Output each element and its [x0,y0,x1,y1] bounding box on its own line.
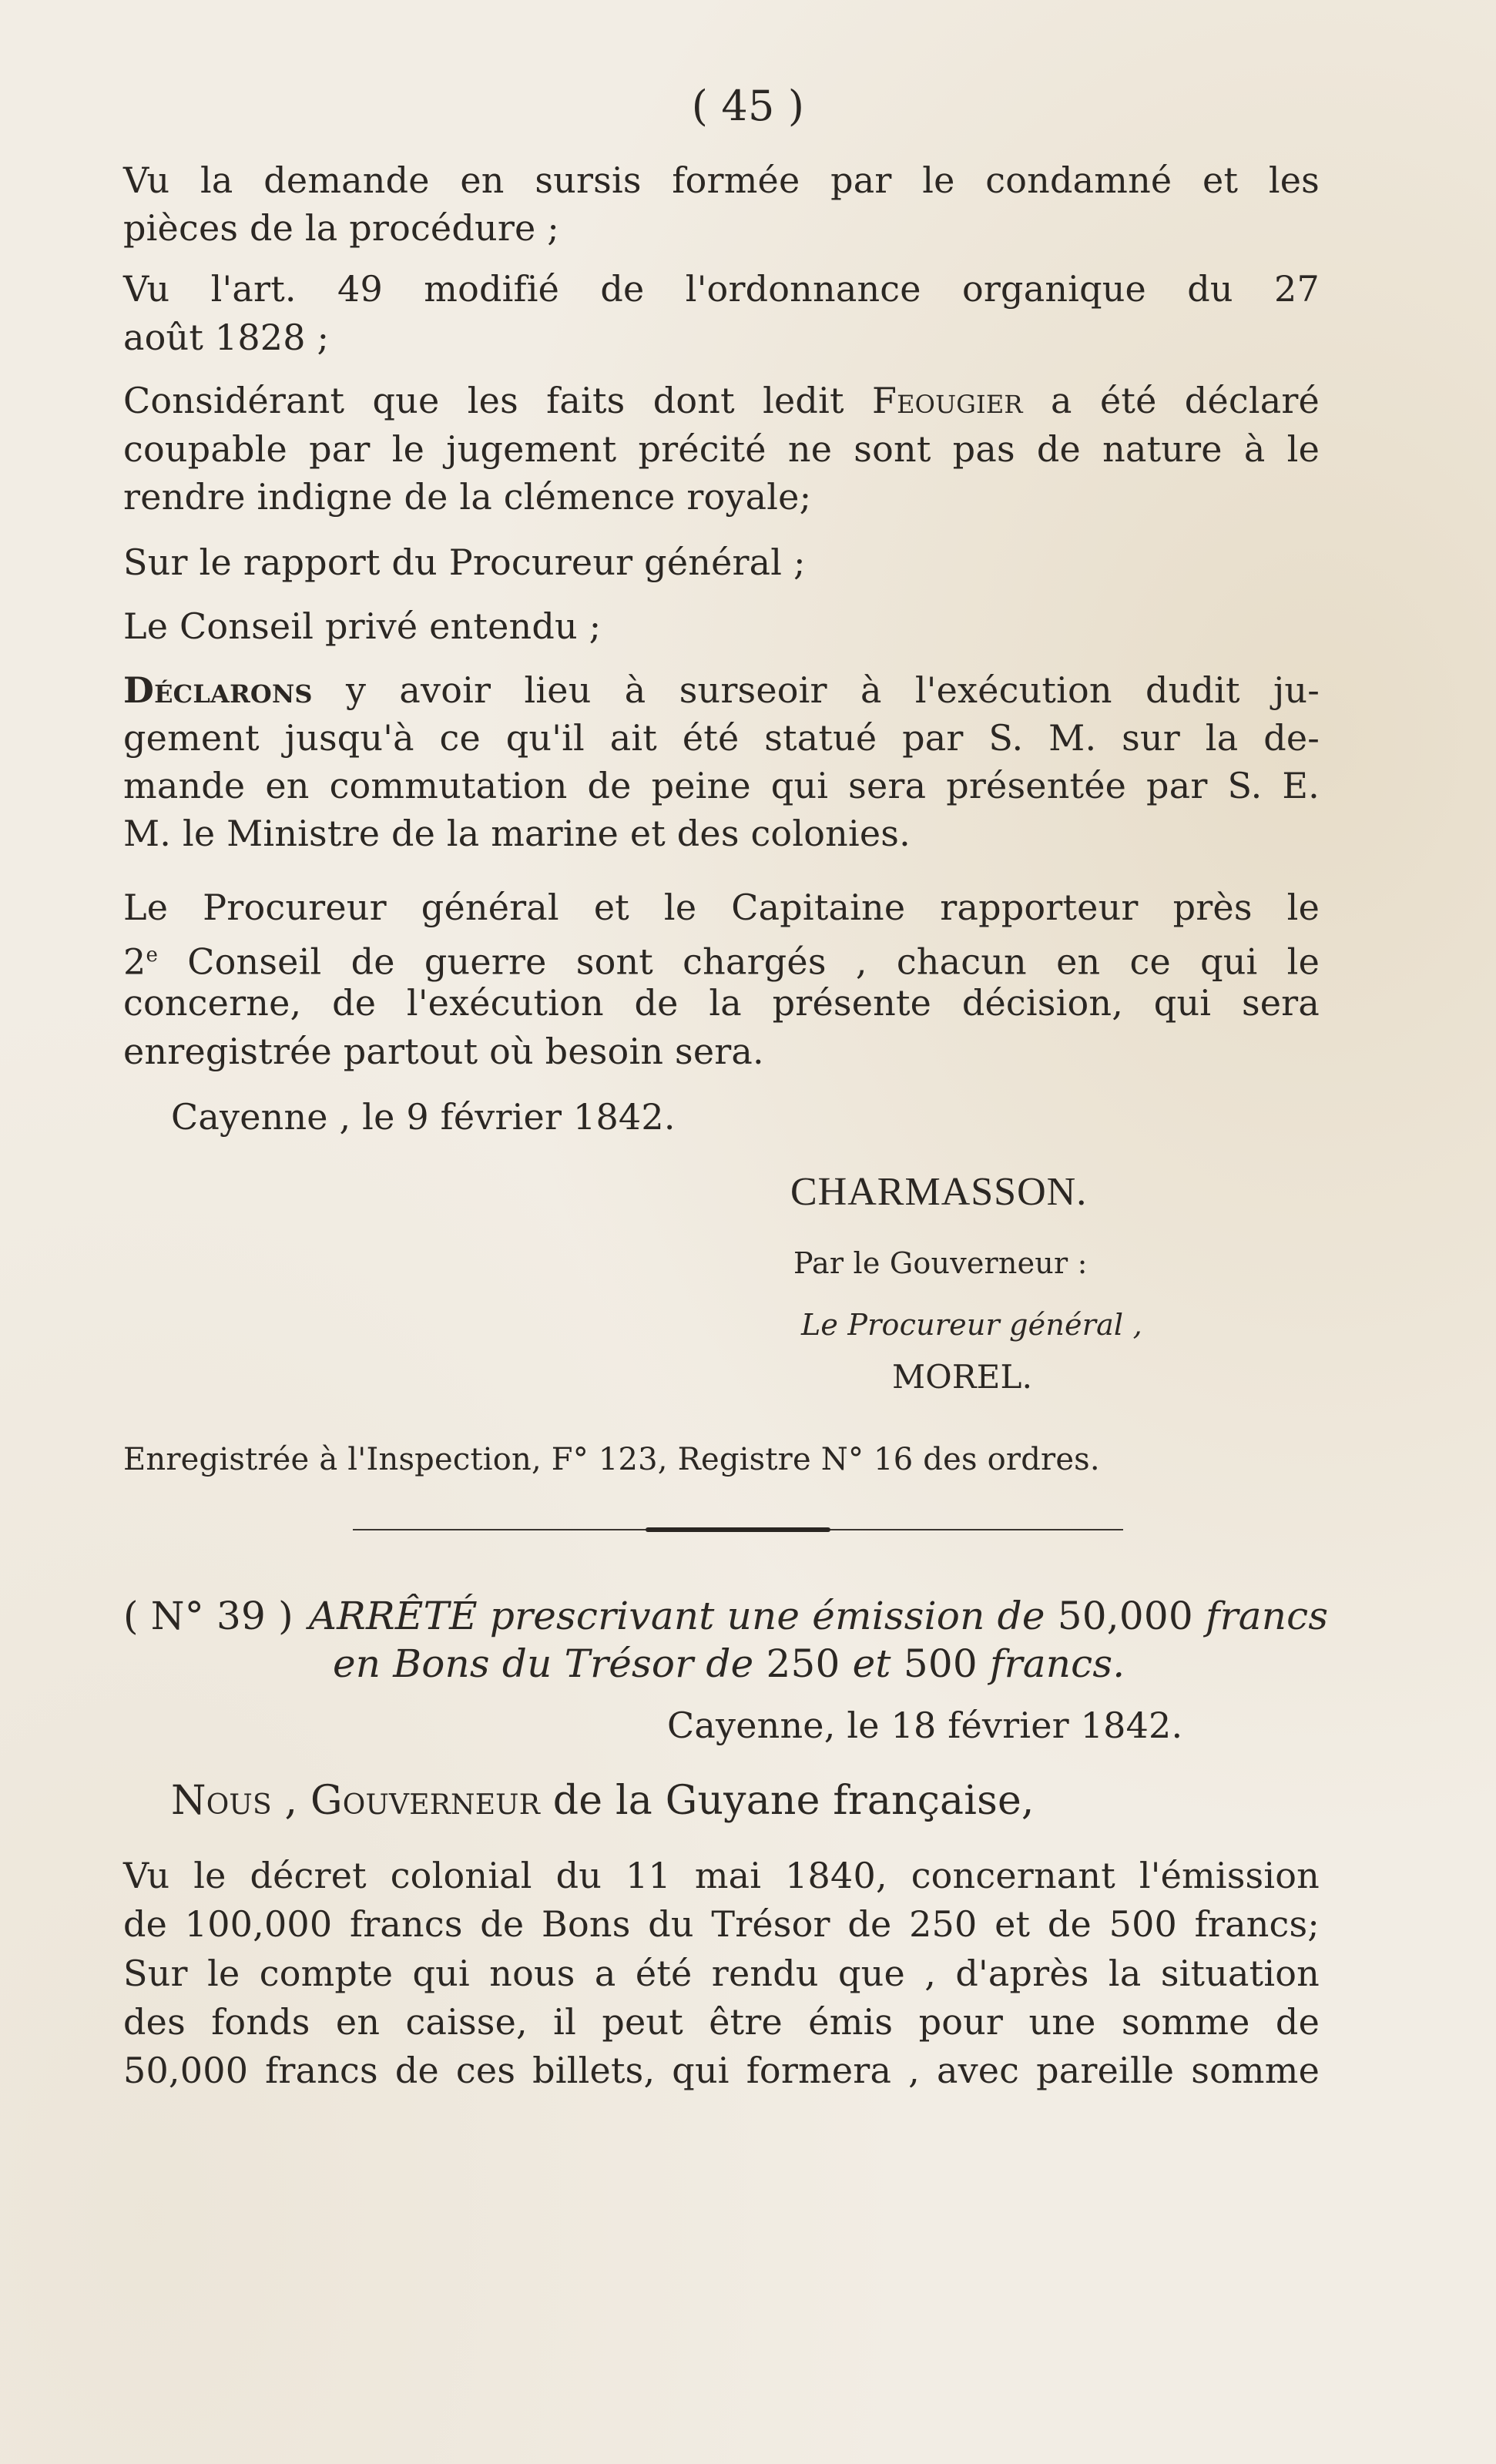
text-line: enregistrée partout où besoin sera. [123,1031,764,1072]
text-line: Vu l'art. 49 modifié de l'ordonnance organique du 27 [123,268,1320,310]
text-line: Vu le décret colonial du 11 mai 1840, concernant l'émission [123,1855,1320,1896]
decree-heading [123,1593,1328,1639]
page-number: ( 45 ) [691,82,805,130]
text-line: pièces de la procédure ; [123,207,559,249]
divider-center [646,1527,830,1532]
text-line [123,932,1320,984]
section-divider [353,1527,1123,1532]
signature-role: Le Procureur général , [801,1308,1142,1342]
text-line: Le Procureur général et le Capitaine rapporteur près le [123,887,1320,928]
superscript: e [146,944,159,967]
name-feougier: Feougier [871,380,1023,421]
decree-title-text: francs [1192,1594,1329,1638]
decree-title-word: ARRÊTÉ [308,1594,478,1638]
text-line: concerne, de l'exécution de la présente décision, qui sera [123,982,1320,1024]
decree-place-date: Cayenne, le 18 février 1842. [667,1705,1183,1746]
decree-title-text: en Bons du Trésor de [333,1641,766,1686]
registration-note: Enregistrée à l'Inspection, F° 123, Registre N° 16 des ordres. [123,1442,1100,1477]
text-run: , [271,1778,311,1824]
text-line: mande en commutation de peine qui sera présentée par S. E. [123,765,1320,806]
declarons: Déclarons [123,669,313,711]
nous: Nous [171,1778,272,1824]
text-run: y avoir lieu à surseoir à l'exécution dudit ju- [312,669,1320,711]
text-line: Vu la demande en sursis formée par le condamné et les [123,159,1320,201]
text-run: a été déclaré [1022,380,1320,421]
countersign-name: MOREL. [892,1358,1033,1396]
text-line: rendre indigne de la clémence royale; [123,476,812,518]
text-line [123,667,1320,713]
decree-title-text: francs. [977,1641,1125,1686]
decree-title-text: et [840,1641,904,1686]
gouverneur: Gouverneur [310,1778,541,1824]
text-run: de la Guyane française, [540,1778,1035,1824]
text-line: Cayenne , le 9 février 1842. [171,1096,676,1138]
signature-by: Par le Gouverneur : [793,1246,1088,1280]
signature-name: CHARMASSON. [790,1170,1088,1214]
text-line: Sur le compte qui nous a été rendu que , d'après la situation [123,1953,1320,1994]
text-run: Conseil de guerre sont chargés , chacun en ce qui le [158,940,1320,983]
text-line: des fonds en caisse, il peut être émis pour une somme de [123,2001,1320,2043]
text-line: gement jusqu'à ce qu'il ait été statué par S. M. sur la de- [123,717,1320,759]
text-line: Le Conseil privé entendu ; [123,605,602,647]
decree-number: ( N° 39 ) [123,1594,293,1638]
text-run: 2 [123,940,146,983]
decree-heading-line2 [333,1641,1125,1687]
text-line: août 1828 ; [123,317,330,358]
text-line [123,377,1320,424]
text-run: Considérant que les faits dont ledit [123,380,872,421]
text-line: Sur le rapport du Procureur général ; [123,541,806,583]
text-line: M. le Ministre de la marine et des colonies. [123,813,911,854]
decree-opening [171,1778,1035,1824]
decree-title-text: prescrivant une émission de [477,1594,1058,1638]
text-line: 50,000 francs de ces billets, qui formera , avec pareille somme [123,2050,1320,2091]
text-line: de 100,000 francs de Bons du Trésor de 250 et de 500 francs; [123,1903,1320,1945]
decree-title-amount: 50,000 [1057,1594,1193,1638]
decree-title-amount: 500 [903,1641,978,1686]
decree-title-amount: 250 [766,1641,840,1686]
text-line: coupable par le jugement précité ne sont pas de nature à le [123,428,1320,470]
